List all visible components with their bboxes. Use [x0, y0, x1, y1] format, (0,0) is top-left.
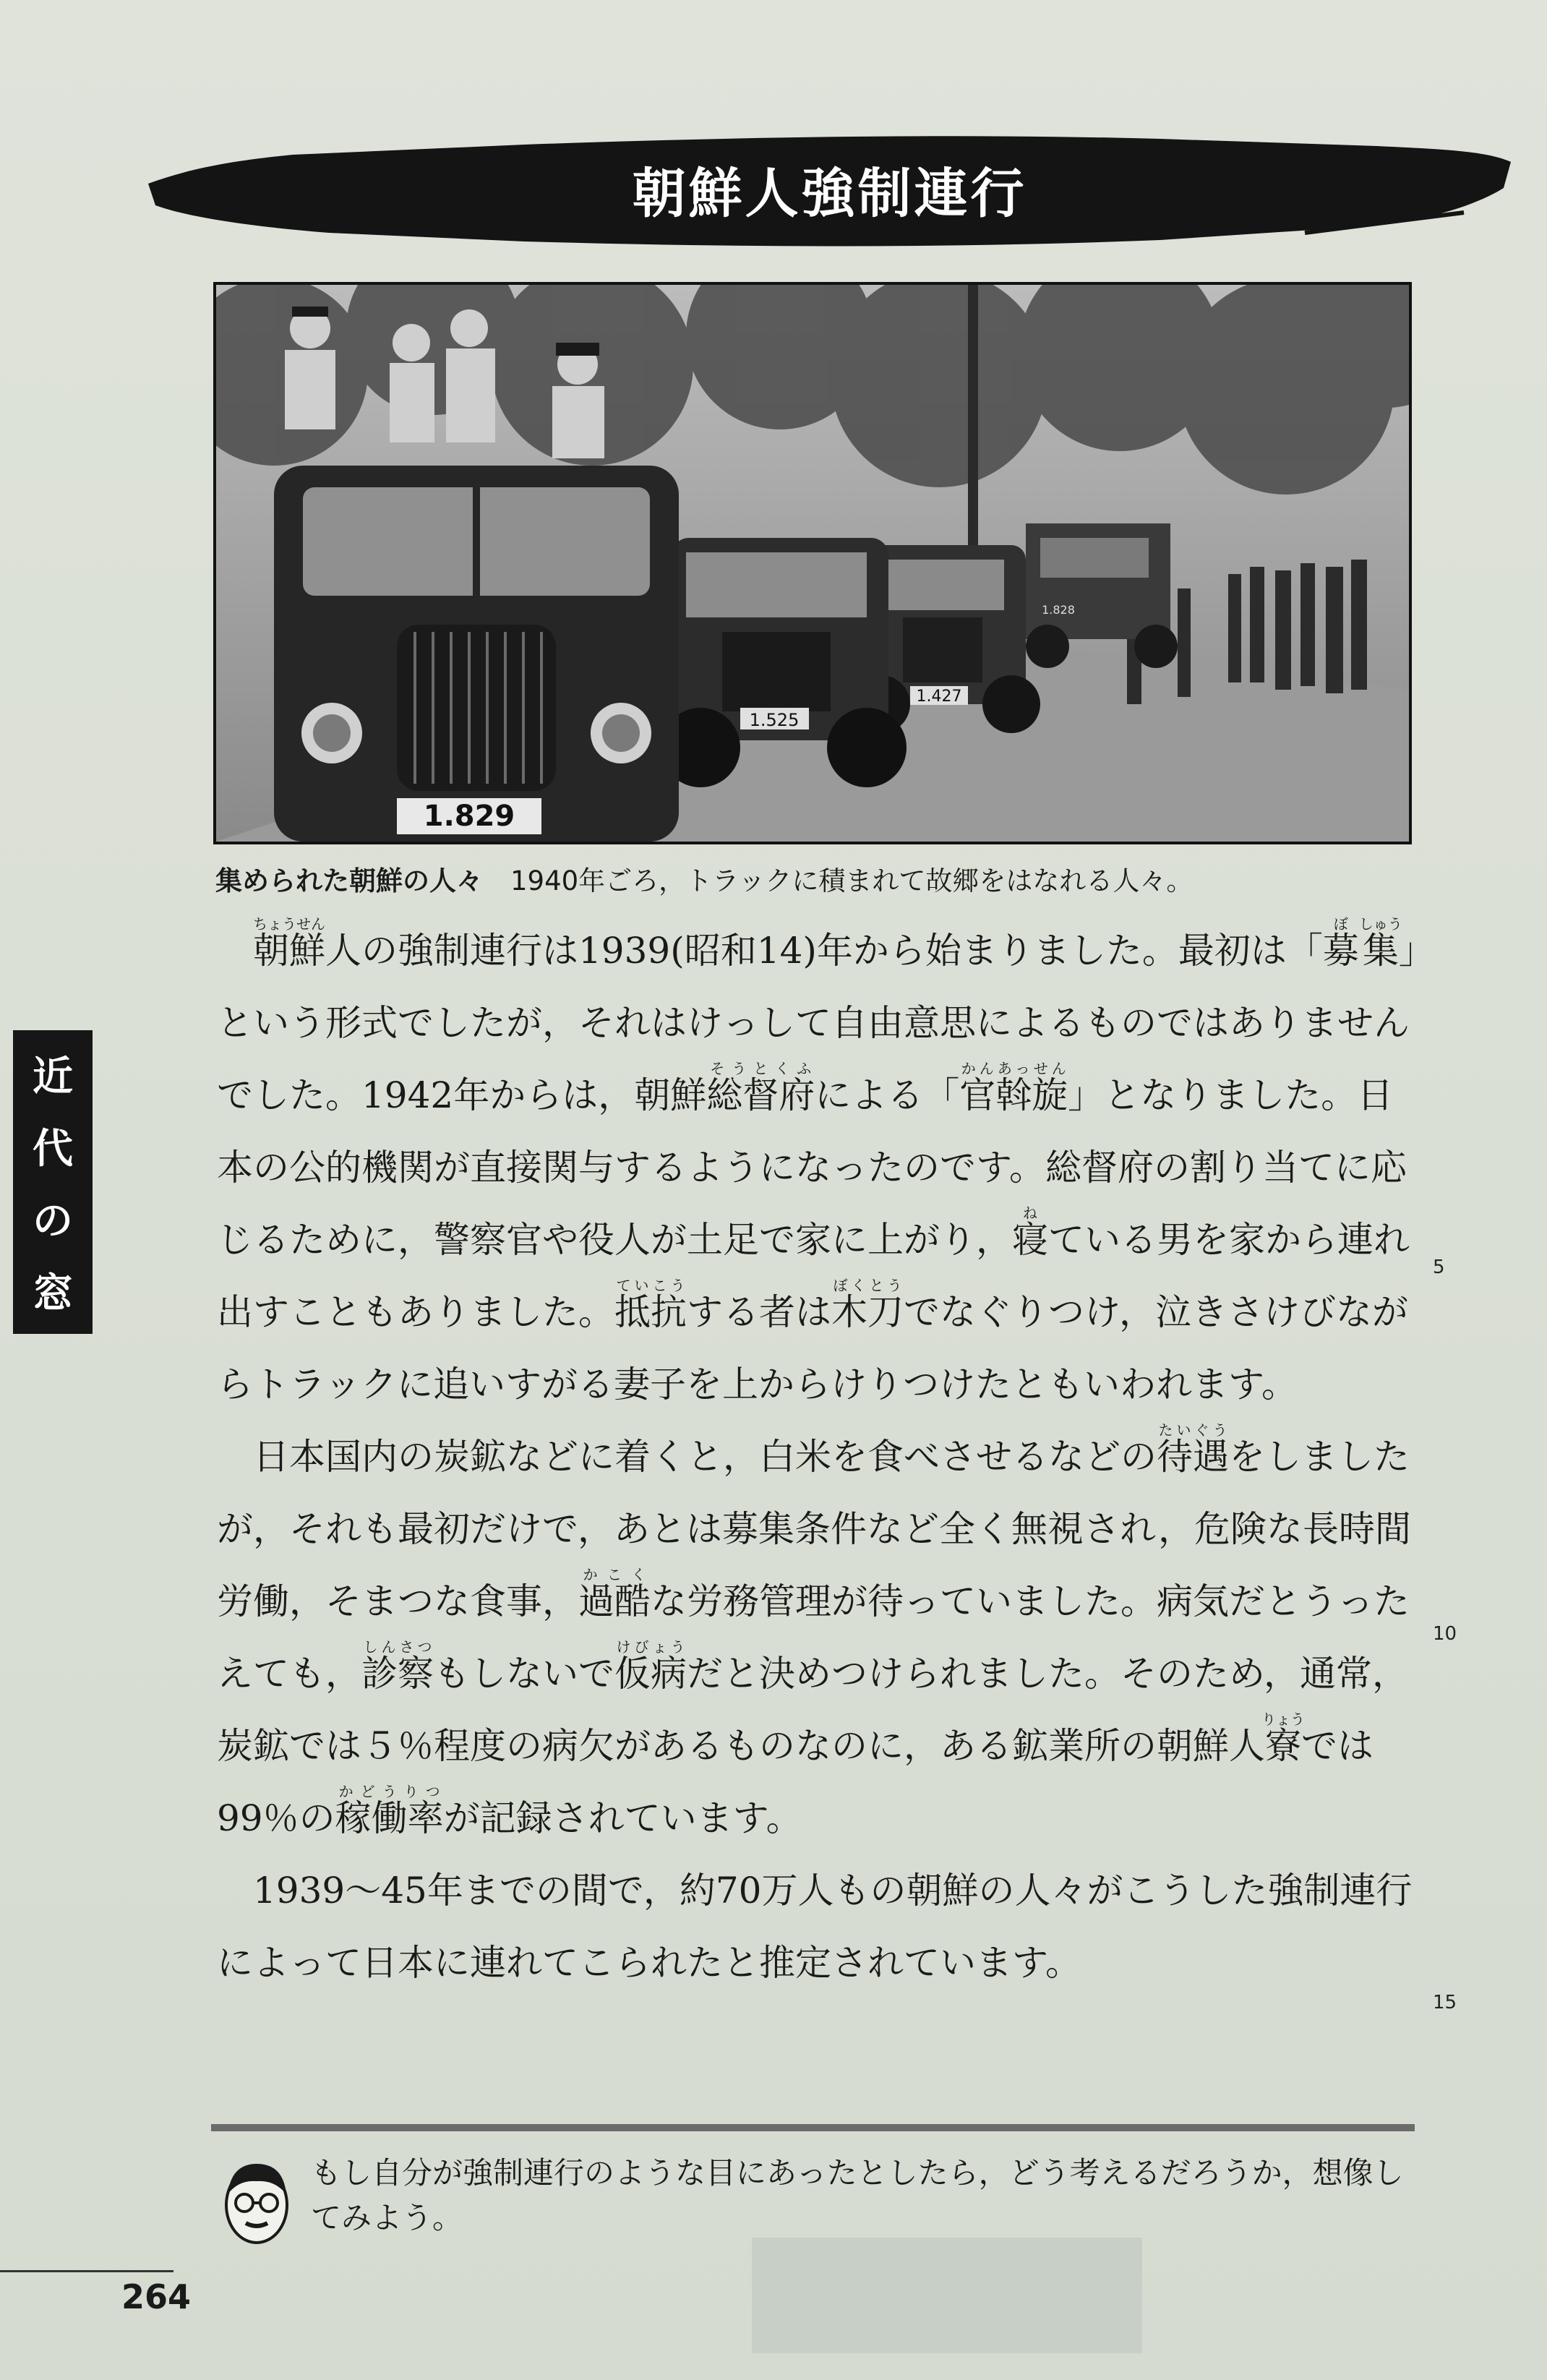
body-text: [217, 915, 1417, 1999]
page-number: 264: [121, 2277, 192, 2316]
side-tab-char: 代: [33, 1126, 73, 1173]
side-tab-char: 近: [33, 1053, 73, 1100]
line-number-5: 5: [1433, 1257, 1445, 1278]
caption-sub: 1940年ごろ，トラックに積まれて故郷をはなれる人々。: [510, 865, 1194, 896]
page-title: 朝鮮人強制連行: [632, 163, 1027, 225]
side-tab-char: の: [33, 1198, 73, 1245]
teacher-face-icon: [217, 2151, 296, 2252]
paragraph-3: 1939～45年までの間で，約70万人もの朝鮮の人々がこうした強制連行によって日本に連れてこられたと推定されています。: [217, 1870, 1413, 1984]
paragraph-2: 日本国内の炭鉱などに着くと，白米を食べさせるなどの待遇たいぐうをしましたが，それも最初だけで，あとは募集条件など全く無視され，危険な長時間労働，そまつな食事，過酷かこくな労務管理が待っていました。病気だとうったえても，診察しんさつもしないで仮病けびょうだと決めつけられました。そのため，通常，炭鉱では５％程度の病欠があるものなのに，ある鉱業所の朝鮮人寮りょうでは99％の稼働率かどうりつが記録されています。: [217, 1421, 1411, 1839]
side-tab-char: 窓: [33, 1270, 73, 1317]
section-divider: [211, 2124, 1415, 2131]
library-stamp-patch: [752, 2238, 1142, 2353]
plate-4: 1.828: [1042, 603, 1075, 617]
caption-main: 集められた朝鮮の人々: [215, 865, 483, 896]
paragraph-1: 朝鮮ちょうせん人の強制連行は1939(昭和14)年から始まりました。最初は「募ぼ集しゅう」という形式でしたが，それはけっして自由意思によるものではありませんでした。1942年からは，朝鮮総督府そうとくふによる「官斡旋かんあっせん」となりました。日本の公的機関が直接関与するようになったのです。総督府の割り当てに応じるために，警察官や役人が土足で家に上がり，寝ねている男を家から連れ出すこともありました。抵抗ていこうする者は木刀ぼくとうでなぐりつけ，泣きさけびながらトラックに追いすがる妻子を上からけりつけたともいわれます。: [217, 915, 1417, 1405]
ruby-word: 朝鮮ちょうせん: [253, 915, 325, 972]
plate-3: 1.427: [916, 688, 962, 706]
plate-2: 1.525: [749, 710, 800, 730]
side-tab-section: [13, 1030, 93, 1334]
photo-caption: [215, 859, 1444, 898]
line-number-10: 10: [1433, 1623, 1457, 1645]
footer-rule: [0, 2270, 173, 2272]
plate-1: 1.829: [423, 800, 515, 833]
historical-photo: [213, 282, 1412, 844]
title-banner: [148, 117, 1511, 262]
line-number-15: 15: [1433, 1992, 1457, 2013]
reflection-note: もし自分が強制連行のような目にあったとしたら，どう考えるだろうか，想像してみよう。: [311, 2155, 1404, 2235]
